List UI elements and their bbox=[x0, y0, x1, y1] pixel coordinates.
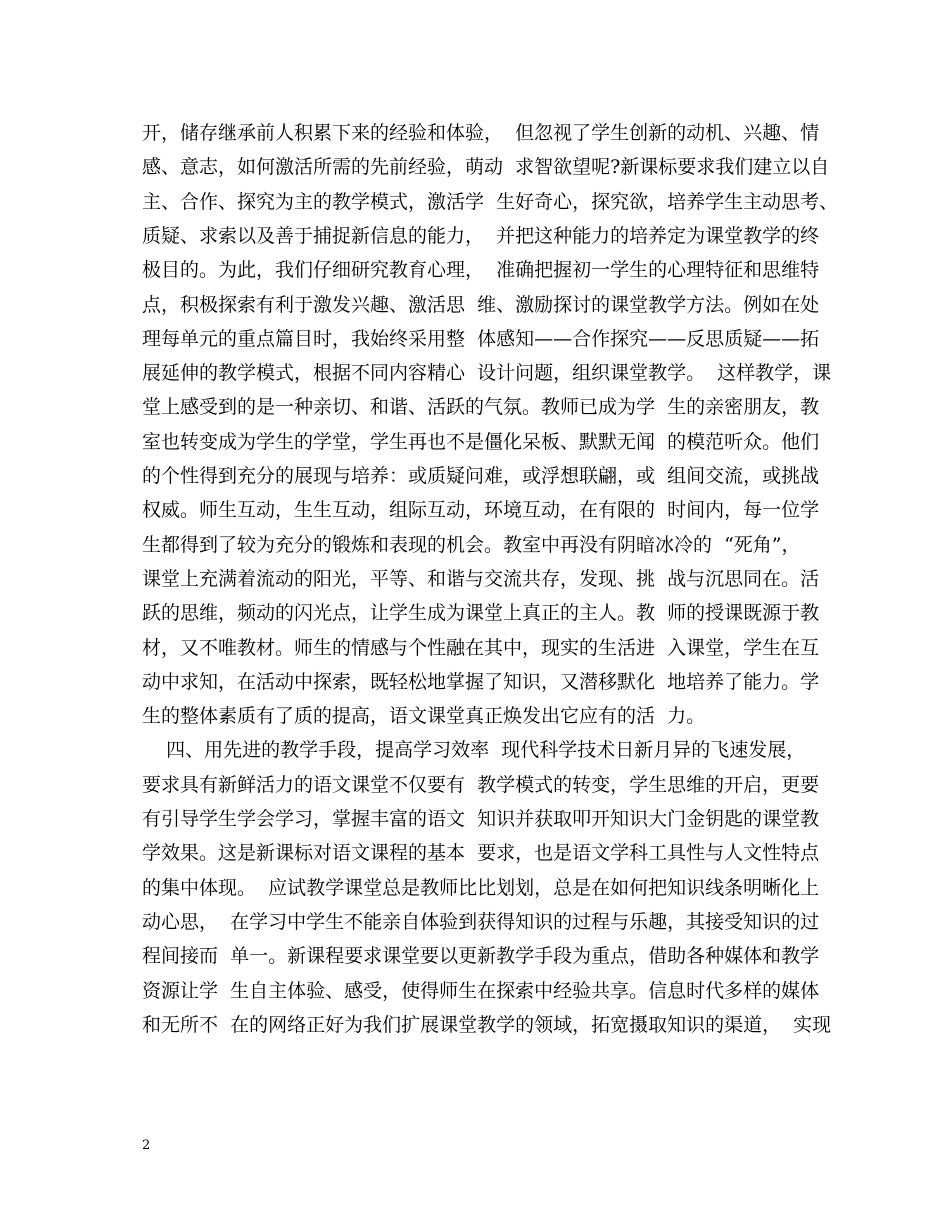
page-number: 2 bbox=[142, 1138, 151, 1153]
text-line: 展延伸的教学模式，根据不同内容精心 设计问题，组织课堂教学。 这样教学，课 bbox=[142, 362, 832, 385]
text-line: 有引导学生学会学习，掌握丰富的语文 知识并获取叩开知识大门金钥匙的课堂教 bbox=[142, 808, 820, 830]
text-line: 质疑、求索以及善于捕捉新信息的能力， 并把这种能力的培养定为课堂教学的终 bbox=[142, 224, 820, 247]
text-line: 开，储存继承前人积累下来的经验和体验， 但忽视了学生创新的动机、兴趣、情 bbox=[142, 122, 820, 144]
text-line: 主、合作、探究为主的教学模式，激活学 生好奇心，探究欲，培养学生主动思考、 bbox=[142, 190, 839, 213]
text-line: 极目的。为此，我们仔细研究教育心理， 准确把握初一学生的心理特征和思维特 bbox=[142, 259, 820, 282]
text-line: 感、意志，如何激活所需的先前经验，萌动 求智欲望呢?新课标要求我们建立以自 bbox=[142, 156, 830, 179]
text-line: 材，又不唯教材。师生的情感与个性融在其中，现实的生活进 入课堂，学生在互 bbox=[142, 636, 820, 659]
text-line: 和无所不 在的网络正好为我们扩展课堂教学的领域，拓宽摄取知识的渠道， 实现 bbox=[142, 1013, 832, 1036]
text-line: 的个性得到充分的展现与培养：或质疑问难，或浮想联翩，或 组间交流，或挑战 bbox=[142, 465, 820, 487]
text-line: 动心思， 在学习中学生不能亲自体验到获得知识的过程与乐趣，其接受知识的过 bbox=[142, 910, 820, 933]
text-line: 程间接而 单一。新课程要求课堂要以更新教学手段为重点，借助各种媒体和教学 bbox=[142, 945, 820, 968]
text-line: 生的整体素质有了质的提高，语文课堂真正焕发出它应有的活 力。 bbox=[142, 705, 706, 728]
text-line: 的集中体现。 应试教学课堂总是教师比比划划，总是在如何把知识线条明晰化上 bbox=[142, 876, 820, 899]
text-line: 要求具有新鲜活力的语文课堂不仅要有 教学模式的转变，学生思维的开启，更要 bbox=[142, 773, 820, 796]
text-line: 跃的思维，频动的闪光点，让学生成为课堂上真正的主人。教 师的授课既源于教 bbox=[142, 602, 820, 625]
text-line: 点，积极探索有利于激发兴趣、激活思 维、激励探讨的课堂教学方法。例如在处 bbox=[142, 293, 820, 316]
text-line: 生都得到了较为充分的锻炼和表现的机会。教室中再没有阴暗冰冷的 “死角”， bbox=[142, 533, 801, 556]
text-line: 四、用先进的教学手段，提高学习效率 现代科学技术日新月异的飞速发展， bbox=[142, 739, 806, 762]
text-line: 权威。师生互动，生生互动，组际互动，环境互动，在有限的 时间内，每一位学 bbox=[142, 499, 820, 522]
text-line: 堂上感受到的是一种亲切、和谐、活跃的气氛。教师已成为学 生的亲密朋友，教 bbox=[142, 396, 820, 419]
text-line: 学效果。这是新课标对语文课程的基本 要求，也是语文学科工具性与人文性特点 bbox=[142, 842, 820, 865]
text-line: 理每单元的重点篇目时，我始终采用整 体感知——合作探究——反思质疑——拓 bbox=[142, 327, 820, 350]
text-line: 资源让学 生自主体验、感受，使得师生在探索中经验共享。信息时代多样的媒体 bbox=[142, 979, 820, 1002]
text-line: 动中求知，在活动中探索，既轻松地掌握了知识，又潜移默化 地培养了能力。学 bbox=[142, 670, 820, 693]
text-line: 室也转变成为学生的学堂，学生再也不是僵化呆板、默默无闻 的模范听众。他们 bbox=[142, 430, 820, 453]
text-line: 课堂上充满着流动的阳光，平等、和谐与交流共存，发现、挑 战与沉思同在。活 bbox=[142, 567, 820, 590]
